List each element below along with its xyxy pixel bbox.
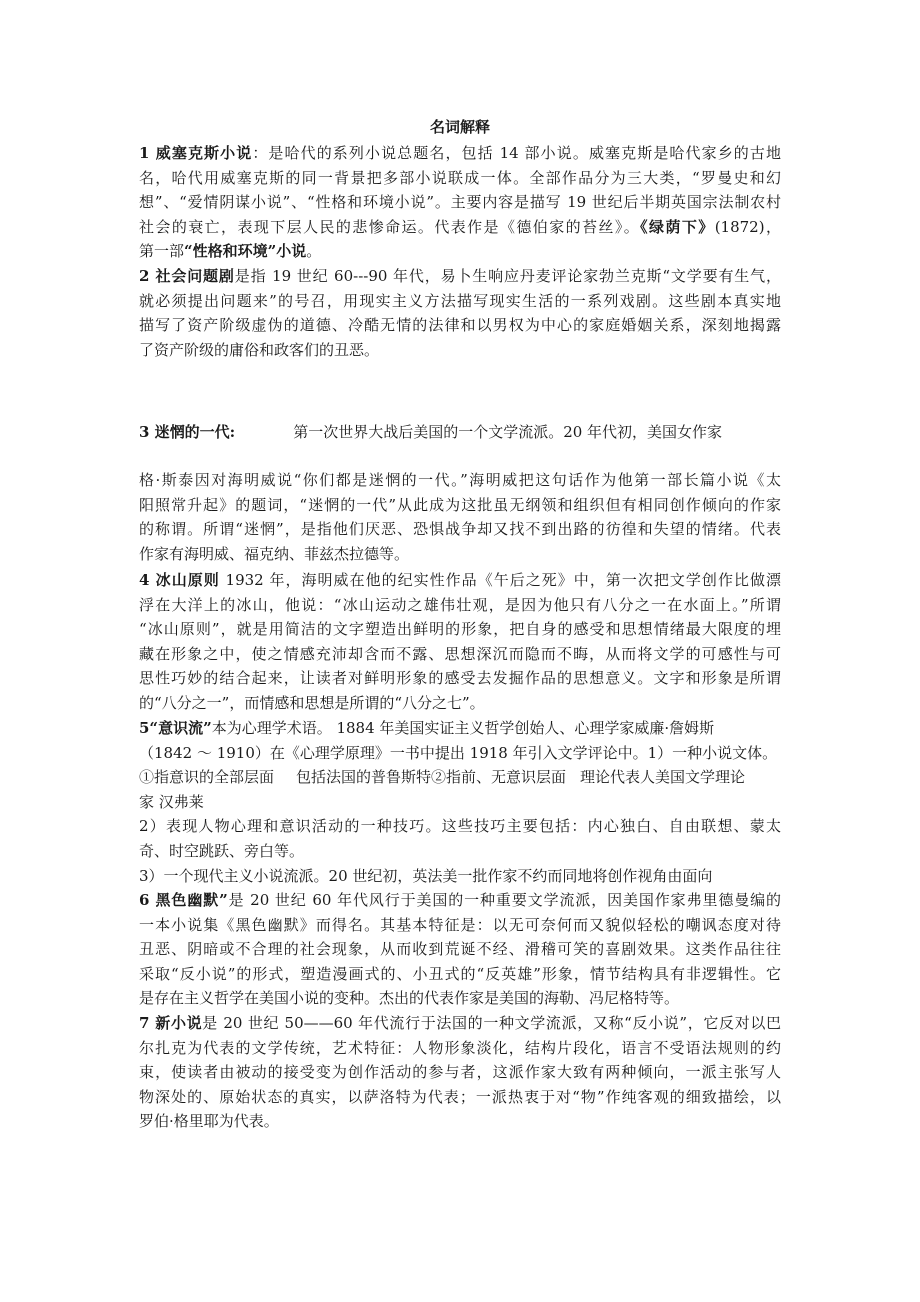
entry-lost-generation-body: [139, 468, 781, 566]
entry-term: 3 迷惘的一代:: [139, 423, 236, 441]
entry-lost-generation: [139, 420, 781, 445]
entry-line: 格·斯泰因对海明威说“你们都是迷惘的一代。”海明威把这句话作为他第一部长篇小说《太: [139, 471, 781, 489]
entry-line: 了资产阶级的庸俗和政客们的丑恶。: [139, 340, 380, 359]
entry-line: 阳照常升起》的题词，“迷惘的一代”从此成为这批虽无纲领和组织但有相同创作倾向的作家: [139, 495, 781, 514]
page-title: 名词解释: [429, 118, 490, 136]
entry-line: 7 新小说是 20 世纪 50——60 年代流行于法国的一种文学流派，又称“反小说”，它反对以巴: [139, 1014, 781, 1032]
entry-wessex-novels: [139, 141, 781, 264]
entry-line: 名，哈代用威塞克斯的同一背景把多部小说联成一体。全部作品分为三大类，“罗曼史和幻: [139, 168, 781, 187]
entry-line: 作家有海明威、福克纳、菲兹杰拉德等。: [139, 544, 410, 563]
entry-line: 奇、时空跳跃、旁白等。: [139, 841, 305, 860]
entry-line: “冰山原则”，就是用简洁的文字塑造出鲜明的形象，把自身的感受和思想情绪最大限度的埋: [139, 620, 781, 639]
entry-line: 第一部“性格和环境”小说。: [139, 242, 322, 261]
entry-line: 物深处的、原始状态的真实，以萨洛特为代表；一派热衷于对“物”作纯客观的细致描绘，以: [139, 1087, 781, 1106]
entry-line: 1 威塞克斯小说：是哈代的系列小说总题名，包括 14 部小说。威塞克斯是哈代家乡的古地: [139, 144, 781, 162]
entry-line: 6 黑色幽默”是 20 世纪 60 年代风行于美国的一种重要文学流派，因美国作家弗里德曼编的: [139, 891, 782, 909]
entry-line: 丑恶、阴暗或不合理的社会现象，从而收到荒诞不经、滑稽可笑的喜剧效果。这类作品往往: [139, 940, 781, 959]
entry-nouveau-roman: [139, 1011, 781, 1134]
entry-line: 2 社会问题剧是指 19 世纪 60---90 年代，易卜生响应丹麦评论家勃兰克斯“文学要有生气，: [139, 267, 781, 285]
entry-stream-of-consciousness: [139, 716, 781, 888]
entry-line: 就必须提出问题来”的号召，用现实主义方法描写现实生活的一系列戏剧。这些剧本真实地: [139, 291, 781, 310]
entry-social-problem-drama: [139, 264, 781, 362]
entry-iceberg-principle: [139, 568, 781, 716]
entry-line: 的“八分之一”，而情感和思想是所谓的“八分之七”。: [139, 693, 485, 712]
entry-line: 3）一个现代主义小说流派。20 世纪初，英法美一批作家不约而同地将创作视角由面向: [139, 866, 713, 885]
entry-line: 描写了资产阶级虚伪的道德、冷酷无情的法律和以男权为中心的家庭婚姻关系，深刻地揭露: [139, 316, 781, 335]
entry-line: 束，使读者由被动的接受变为创作活动的参与者，这派作家大致有两种倾向，一派主张写人: [139, 1063, 781, 1082]
entry-line: ①指意识的全部层面 包括法国的普鲁斯特②指前、无意识层面 理论代表人美国文学理论: [139, 768, 746, 787]
entry-line: 的称谓。所谓“迷惘”，是指他们厌恶、恐惧战争却又找不到出路的彷徨和失望的情绪。代表: [139, 520, 781, 539]
entry-line: 尔扎克为代表的文学传统，艺术特征：人物形象淡化，结构片段化，语言不受语法规则的约: [139, 1038, 781, 1057]
entry-term: 4 冰山原则: [139, 571, 220, 589]
entry-line: （1842 ～ 1910）在《心理学原理》一书中提出 1918 年引入文学评论中。1）一种小说文体。: [139, 743, 778, 762]
entry-line: 采取“反小说”的形式，塑造漫画式的、小丑式的“反英雄”形象，情节结构具有非逻辑性。它: [139, 964, 781, 983]
entry-line: 想”、“爱情阴谋小说”、“性格和环境小说”。主要内容是描写 19 世纪后半期英国宗法制农村: [139, 193, 781, 212]
entry-term: 7 新小说: [139, 1014, 203, 1032]
entry-line: 2）表现人物心理和意识活动的一种技巧。这些技巧主要包括：内心独白、自由联想、蒙太: [139, 817, 781, 836]
entry-line: 社会的衰亡，表现下层人民的悲惨命运。代表作是《德伯家的苔丝》。《绿荫下》(1872)，: [139, 217, 781, 236]
entry-line: 3 迷惘的一代: 第一次世界大战后美国的一个文学流派。20 年代初，美国女作家: [139, 423, 723, 441]
entry-line: 家 汉弗莱: [139, 792, 204, 811]
entry-term: 1 威塞克斯小说: [139, 144, 253, 162]
entry-term: 5“意识流”: [139, 719, 212, 737]
entry-line: 4 冰山原则 1932 年，海明威在他的纪实性作品《午后之死》中，第一次把文学创作比做漂: [139, 571, 781, 589]
entry-line: 浮在大洋上的冰山，他说：“冰山运动之雄伟壮观，是因为他只有八分之一在水面上。”所谓: [139, 595, 781, 614]
entry-line: 藏在形象之中，使之情感充沛却含而不露、思想深沉而隐而不晦，从而将文学的可感性与可: [139, 644, 781, 663]
entry-line: 罗伯·格里耶为代表。: [139, 1112, 279, 1131]
entry-line: 是存在主义哲学在美国小说的变种。杰出的代表作家是美国的海勒、冯尼格特等。: [139, 989, 680, 1008]
entry-line: 5“意识流”本为心理学术语。 1884 年美国实证主义哲学创始人、心理学家威廉·詹姆斯: [139, 719, 715, 737]
entry-term: 6 黑色幽默”: [139, 891, 228, 909]
entry-term: 2 社会问题剧: [139, 267, 235, 285]
entry-line: 思性巧妙的结合起来，让读者对鲜明形象的感受去发掘作品的思想意义。文字和形象是所谓: [139, 669, 781, 688]
entry-black-humor: [139, 888, 781, 1011]
entry-line: 一本小说集《黑色幽默》而得名。其基本特征是：以无可奈何而又貌似轻松的嘲讽态度对待: [139, 915, 781, 934]
